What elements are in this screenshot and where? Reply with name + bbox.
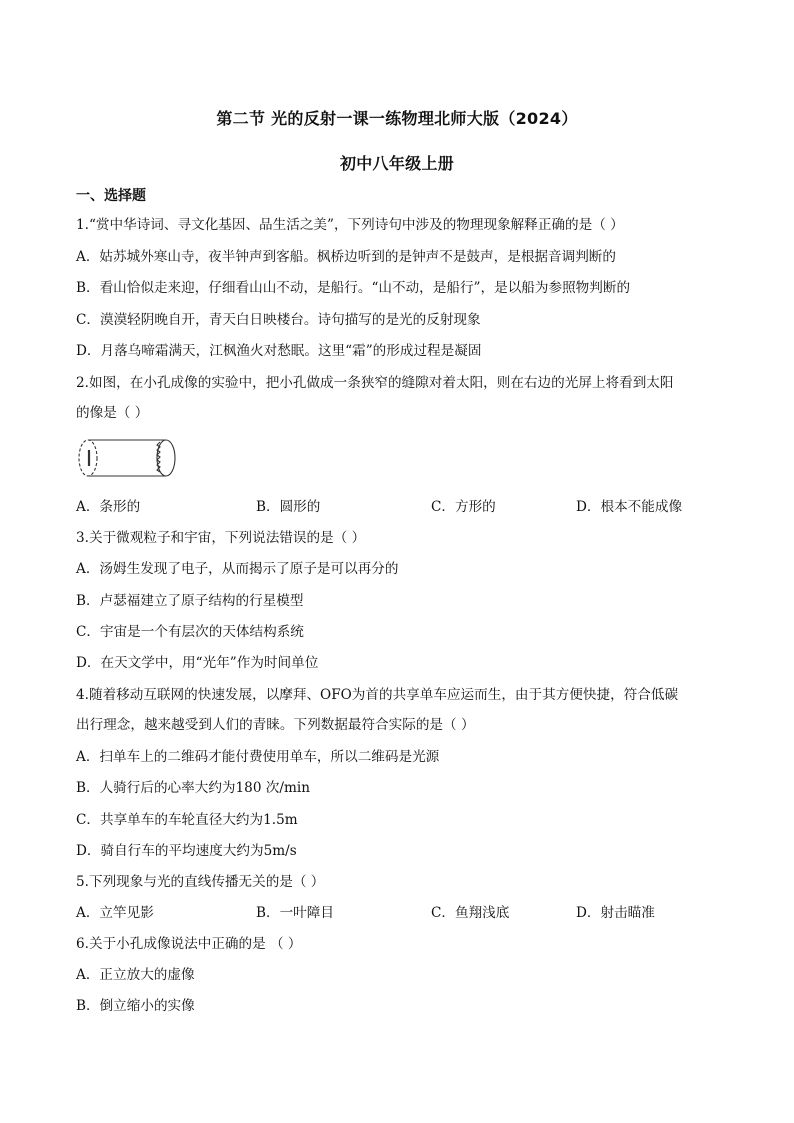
question-3-option-b: B．卢瑟福建立了原子结构的行星模型: [76, 593, 304, 609]
question-1-stem: 1.“赏中华诗词、寻文化基因、品生活之美”，下列诗句中涉及的物理现象解释正确的是（ ）: [76, 217, 624, 233]
question-4-stem: 4.随着移动互联网的快速发展，以摩拜、OFO为首的共享单车应运而生，由于其方便快捷，符合低碳: [76, 687, 679, 703]
question-6-option-a: A．正立放大的虚像: [76, 967, 195, 983]
question-3-option-c: C．宇宙是一个有层次的天体结构系统: [76, 624, 304, 640]
question-3-option-a: A．汤姆生发现了电子，从而揭示了原子是可以再分的: [76, 561, 399, 577]
question-5-stem: 5.下列现象与光的直线传播无关的是（ ）: [76, 874, 325, 890]
question-1-option-b: B．看山恰似走来迎，仔细看山山不动，是船行。“山不动，是船行”，是以船为参照物判断的: [76, 280, 631, 296]
question-6-stem: 6.关于小孔成像说法中正确的是 （ ）: [76, 936, 302, 952]
question-2-option-b: B．圆形的: [256, 499, 321, 515]
question-4-option-d: D．骑自行车的平均速度大约为5m/s: [76, 843, 297, 859]
pinhole-camera-figure: [76, 434, 186, 484]
question-4-option-c: C．共享单车的车轮直径大约为1.5m: [76, 812, 298, 828]
question-3-stem: 3.关于微观粒子和宇宙，下列说法错误的是（ ）: [76, 530, 366, 546]
question-6-option-b: B．倒立缩小的实像: [76, 998, 195, 1014]
question-2-stem-cont: 的像是（ ）: [76, 405, 149, 421]
question-3-option-d: D．在天文学中，用“光年”作为时间单位: [76, 655, 319, 671]
document-title: 第二节 光的反射一课一练物理北师大版（2024）: [216, 109, 578, 128]
question-1-option-d: D．月落乌啼霜满天，江枫渔火对愁眠。这里“霜”的形成过程是凝固: [76, 343, 482, 359]
question-2-option-d: D．根本不能成像: [576, 499, 683, 515]
section-heading: 一、选择题: [76, 188, 146, 204]
question-4-option-b: B．人骑行后的心率大约为180 次/min: [76, 780, 310, 796]
question-2-option-c: C．方形的: [431, 499, 496, 515]
question-1-option-a: A．姑苏城外寒山寺，夜半钟声到客船。枫桥边听到的是钟声不是鼓声，是根据音调判断的: [76, 249, 616, 265]
question-2-option-a: A．条形的: [76, 499, 141, 515]
question-5-option-a: A．立竿见影: [76, 905, 154, 921]
question-5-option-b: B．一叶障目: [256, 905, 334, 921]
question-2-stem: 2.如图，在小孔成像的实验中，把小孔做成一条狭窄的缝隙对着太阳，则在右边的光屏上将看到太阳: [76, 375, 674, 391]
question-5-option-c: C．鱼翔浅底: [431, 905, 510, 921]
question-5-option-d: D．射击瞄准: [576, 905, 655, 921]
question-4-stem-cont: 出行理念，越来越受到人们的青睐。下列数据最符合实际的是（ ）: [76, 717, 475, 733]
question-1-option-c: C．漠漠轻阴晚自开，青天白日映楼台。诗句描写的是光的反射现象: [76, 312, 481, 328]
document-subtitle: 初中八年级上册: [339, 154, 455, 173]
question-4-option-a: A．扫单车上的二维码才能付费使用单车，所以二维码是光源: [76, 749, 440, 765]
